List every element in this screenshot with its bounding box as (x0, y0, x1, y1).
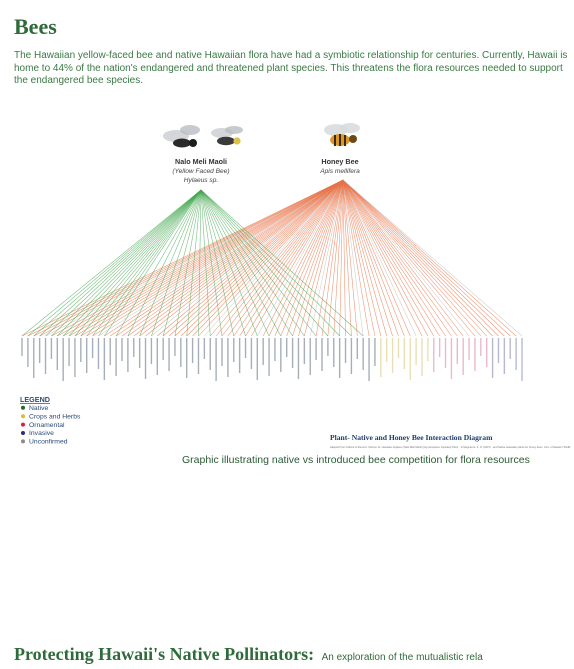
honey-bee-link (343, 180, 451, 336)
plant-label-mark (151, 338, 152, 364)
plant-label-mark (57, 338, 58, 370)
plant-label-mark (392, 338, 393, 373)
plant-label-mark (274, 338, 275, 361)
plant-label-mark (362, 338, 363, 370)
honey-bee-link (343, 180, 498, 336)
plant-label-mark (121, 338, 122, 361)
page-title: Bees (14, 14, 57, 39)
plant-label-mark (439, 338, 440, 357)
plant-label-mark (162, 338, 163, 360)
plant-label-mark (427, 338, 428, 361)
plant-label-mark (210, 338, 211, 370)
plant-label-mark (468, 338, 469, 360)
plant-label-mark (98, 338, 99, 369)
native-bee-icon-2 (211, 126, 243, 145)
honey-bee-icon (324, 123, 360, 146)
plant-label-mark (310, 338, 311, 375)
plant-label-mark (357, 338, 358, 359)
plant-label-mark (139, 338, 140, 368)
plant-label-mark (339, 338, 340, 378)
plant-label-mark (398, 338, 399, 358)
honey-bee-link (343, 180, 510, 336)
legend-item-label: Invasive (29, 430, 54, 438)
plant-label-mark (62, 338, 63, 381)
plant-label-mark (474, 338, 475, 371)
legend-item-label: Unconfirmed (29, 438, 68, 446)
honey-bee-link (343, 180, 422, 336)
plant-label-mark (21, 338, 22, 356)
plant-label-mark (133, 338, 134, 357)
plant-label-mark (198, 338, 199, 374)
native-bee-scientific-name: Hylaeus sp. (183, 177, 219, 184)
plant-label-mark (257, 338, 258, 380)
native-bee-link (40, 190, 201, 336)
plant-label-mark (157, 338, 158, 375)
honey-bee-link (151, 180, 343, 336)
legend (20, 395, 81, 446)
honey-bee-name: Honey Bee (321, 157, 359, 166)
honey-bee-link (343, 180, 475, 336)
plant-label-mark (80, 338, 81, 362)
honey-bee-link (343, 180, 446, 336)
plant-label-mark (498, 338, 499, 363)
native-bee-name: Nalo Meli Maoli (175, 157, 227, 166)
plant-label-mark (421, 338, 422, 376)
plant-label-mark (68, 338, 69, 366)
plant-label-mark (239, 338, 240, 373)
native-bee-common-name: (Yellow Faced Bee) (172, 168, 230, 175)
native-bee-icon (163, 125, 200, 148)
native-bee-link (128, 190, 201, 336)
plant-label-mark (192, 338, 193, 363)
plant-label-mark (515, 338, 516, 370)
plant-label-mark (204, 338, 205, 359)
plant-label-mark (351, 338, 352, 374)
plant-label-mark (215, 338, 216, 381)
honey-bee-link (343, 180, 440, 336)
plant-label-mark (262, 338, 263, 365)
plant-label-mark (504, 338, 505, 374)
plant-label-mark (451, 338, 452, 379)
plant-label-mark (51, 338, 52, 359)
plant-label-mark (180, 338, 181, 367)
native-bee-link (22, 190, 201, 336)
figure-caption: Graphic illustrating native vs introduced bee competition for flora resources (182, 454, 530, 466)
legend-title: LEGEND (20, 395, 50, 404)
legend-item-label: Crops and Herbs (29, 413, 81, 421)
plant-label-mark (404, 338, 405, 369)
plant-label-mark (45, 338, 46, 374)
native-bee-link (46, 190, 201, 336)
plant-label-mark (174, 338, 175, 356)
plant-label-mark (333, 338, 334, 367)
plant-label-mark (457, 338, 458, 364)
honey-bee-link (343, 180, 463, 336)
native-bee-link (63, 190, 201, 336)
honey-bee-link (343, 180, 522, 336)
plant-label-mark (186, 338, 187, 378)
diagram-title: Plant- Native and Honey Bee Interaction Diagram (330, 433, 493, 442)
plant-label-mark (380, 338, 381, 377)
honey-bee-link (343, 180, 398, 336)
plant-label-mark (233, 338, 234, 362)
honey-bee-link (340, 180, 343, 336)
plant-label-mark (462, 338, 463, 375)
plant-label-mark (27, 338, 28, 367)
plant-label-mark (74, 338, 75, 377)
footer-heading (14, 644, 483, 665)
plant-label-mark (245, 338, 246, 358)
plant-label-mark (433, 338, 434, 372)
plant-label-mark (345, 338, 346, 363)
legend-swatch (21, 414, 25, 418)
plant-label-mark (521, 338, 522, 381)
honey-bee-link (343, 180, 481, 336)
plant-label-mark (39, 338, 40, 363)
plant-label-mark (327, 338, 328, 356)
legend-item-label: Native (29, 405, 49, 412)
plant-label-mark (286, 338, 287, 357)
plant-label-mark (304, 338, 305, 364)
plant-label-mark (510, 338, 511, 359)
plant-label-mark (115, 338, 116, 376)
footer-subtitle: An exploration of the mutualistic rela (321, 652, 483, 663)
plant-label-mark (415, 338, 416, 365)
plant-label-mark (268, 338, 269, 376)
legend-swatch (21, 431, 25, 435)
plant-label-mark (315, 338, 316, 360)
legend-swatch (21, 423, 25, 427)
interaction-diagram (0, 110, 571, 455)
plant-label-mark (486, 338, 487, 367)
honey-bee-link (140, 180, 343, 336)
honey-bee-link (343, 180, 504, 336)
honey-bee-link (93, 180, 343, 336)
plant-label-mark (368, 338, 369, 381)
honey-bee-link (343, 180, 404, 336)
legend-swatch (21, 406, 25, 410)
plant-label-mark (127, 338, 128, 372)
native-bee-link (140, 190, 201, 336)
honey-bee-link (343, 180, 493, 336)
plant-label-mark (251, 338, 252, 369)
legend-swatch (21, 439, 25, 443)
plant-label-mark (145, 338, 146, 379)
plant-label-mark (92, 338, 93, 358)
plant-label-mark (86, 338, 87, 373)
plant-label-mark (110, 338, 111, 365)
plant-label-mark (298, 338, 299, 379)
plant-label-mark (292, 338, 293, 368)
native-bee-link (201, 190, 340, 336)
footer-title: Protecting Hawaii's Native Pollinators: (14, 644, 315, 664)
honey-bee-link (343, 180, 434, 336)
plant-label-mark (280, 338, 281, 372)
plant-label-mark (104, 338, 105, 380)
intro-paragraph: The Hawaiian yellow-faced bee and native Hawaiian flora have had a symbiotic relationship for centuries. Currently, Hawaii is home to 44% of the nation's endangered and threatened plant species. This threatens the flora resources needed to support the endangered bee species. (14, 50, 568, 86)
plant-label-mark (386, 338, 387, 362)
legend-item-label: Ornamental (29, 421, 65, 429)
honey-bee-link (343, 180, 416, 336)
plant-label-mark (410, 338, 411, 380)
plant-label-mark (227, 338, 228, 377)
honey-bee-link (343, 180, 516, 336)
plant-label-mark (168, 338, 169, 371)
honey-bee-link (222, 180, 343, 336)
honey-bee-link (146, 180, 343, 336)
diagram-source: Adapted from Clarice & Stevens' Volume 11, Hawaiian Hylaeus (Nalo Meli Maoli) (Hymenoptera: Apoidea) Plant... & Magnacca, K. N. (2007) - and Native Hawaiian plants for honey bees, Univ. of Hawaii CTAHR (330, 446, 571, 449)
plant-label-mark (221, 338, 222, 366)
plant-label-mark (492, 338, 493, 378)
plant-label-mark (480, 338, 481, 356)
honey-bee-scientific-name: Apis mellifera (320, 168, 360, 175)
plant-labels (21, 338, 522, 381)
plant-label-mark (33, 338, 34, 378)
native-bee-link (98, 190, 201, 336)
plant-label-mark (445, 338, 446, 368)
native-bee-link (87, 190, 201, 336)
plant-label-mark (374, 338, 375, 366)
honey-bee-link (204, 180, 343, 336)
plant-label-mark (321, 338, 322, 371)
interaction-links (22, 180, 522, 336)
